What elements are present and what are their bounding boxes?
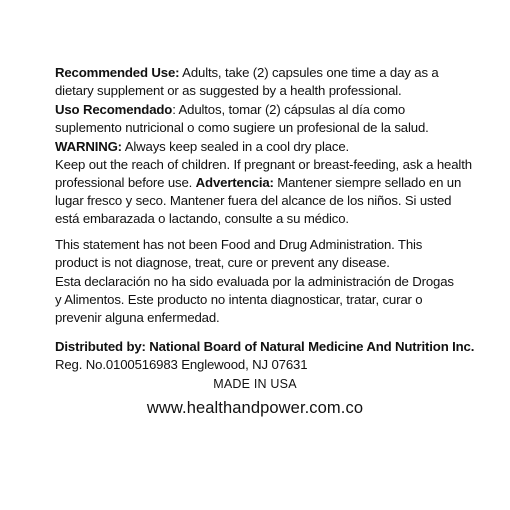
fda-line-1: This statement has not been Food and Drug Administration. This [55, 237, 423, 252]
distributor-line: Distributed by: National Board of Natural Medicine And Nutrition Inc. [55, 339, 475, 354]
recommended-use-line-2: dietary supplement or as suggested by a health professional. [55, 83, 402, 98]
fda-line-2: product is not diagnose, treat, cure or prevent any disease. [55, 255, 390, 270]
made-in-usa: MADE IN USA [213, 377, 297, 391]
distributor-info [55, 338, 475, 374]
recommended-use-section [55, 64, 475, 100]
warning-line-5: está embarazada o lactando, consulte a su médico. [55, 211, 349, 226]
declaracion-statement [55, 273, 475, 327]
website-url: www.healthandpower.com.co [146, 399, 364, 417]
fda-statement [55, 236, 475, 272]
warning-line-2: Keep out the reach of children. If pregnant or breast-feeding, ask a health [55, 157, 472, 172]
recommended-use-heading: Recommended Use: [55, 65, 180, 80]
declaracion-line-3: prevenir alguna enfermedad. [55, 310, 220, 325]
warning-line-4: lugar fresco y seco. Mantener fuera del alcance de los niños. Si usted [55, 193, 452, 208]
warning-line-3: professional before use. Advertencia: Mantener siempre sellado en un [55, 175, 462, 190]
warning-section [55, 138, 475, 228]
uso-recomendado-heading: Uso Recomendado [55, 102, 173, 117]
warning-heading: WARNING: [55, 139, 122, 154]
declaracion-line-2: y Alimentos. Este producto no intenta diagnosticar, tratar, curar o [55, 292, 423, 307]
declaracion-line-1: Esta declaración no ha sido evaluada por la administración de Drogas [55, 274, 454, 289]
warning-line-1: WARNING: Always keep sealed in a cool dry place. [55, 139, 350, 154]
uso-recomendado-line-1: Uso Recomendado: Adultos, tomar (2) cápsulas al día como [55, 102, 406, 117]
uso-recomendado-line-2: suplemento nutricional o como sugiere un profesional de la salud. [55, 120, 429, 135]
uso-recomendado-section [55, 101, 475, 137]
registration-line: Reg. No.0100516983 Englewood, NJ 07631 [55, 357, 308, 372]
recommended-use-line-1: Recommended Use: Adults, take (2) capsules one time a day as a [55, 65, 439, 80]
advertencia-heading: Advertencia: [195, 175, 274, 190]
